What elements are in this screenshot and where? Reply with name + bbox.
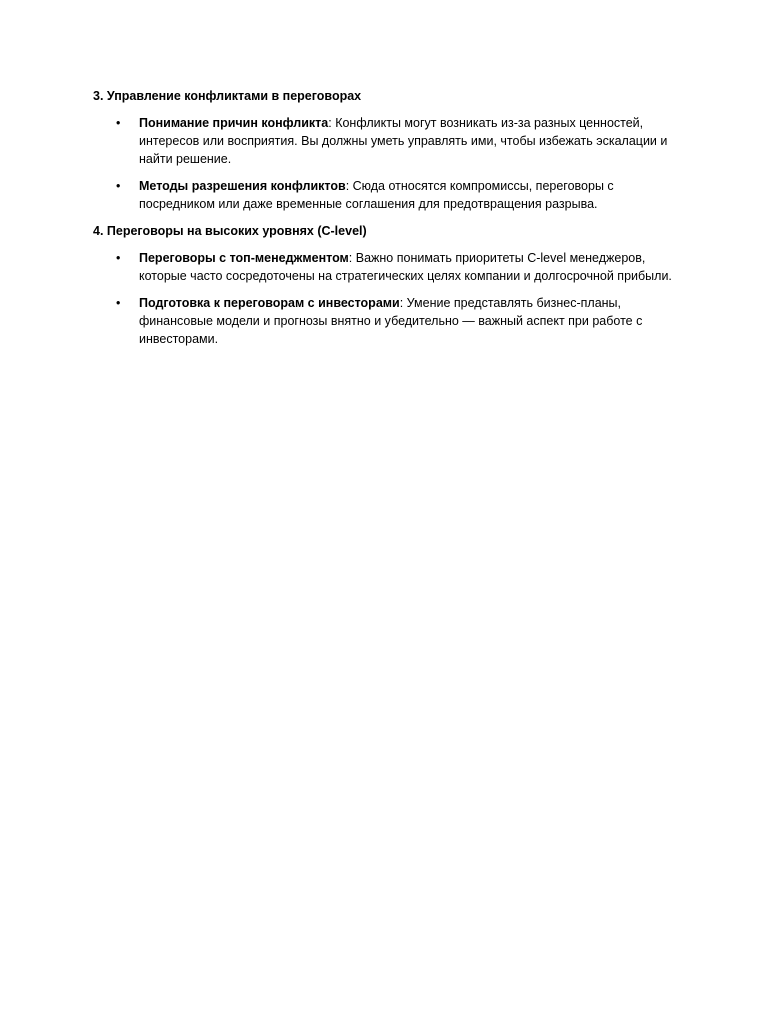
bullet-icon: • [116, 296, 121, 310]
list-item [93, 177, 673, 213]
list-item [93, 114, 673, 168]
bullet-icon: • [116, 116, 121, 130]
document-content [93, 87, 673, 357]
bullet-separator: : [328, 116, 336, 130]
list-item [93, 294, 673, 348]
bullet-separator: : [399, 296, 407, 310]
bullet-term: Подготовка к переговорам с инвесторами [139, 296, 400, 310]
section-c-level-negotiations [93, 222, 673, 348]
bullet-term: Переговоры с топ-менеджментом [139, 251, 349, 265]
bullet-text: Конфликты могут возникать из-за разных ценностей, интересов или восприятия. Вы должны уметь управлять ими, чтобы избежать эскалации и найти решение. [139, 116, 668, 166]
bullet-text: Важно понимать приоритеты C-level менеджеров, которые часто сосредоточены на стратегических целях компании и долгосрочной прибыли. [139, 251, 672, 283]
bullet-separator: : [348, 251, 356, 265]
bullet-text: Умение представлять бизнес-планы, финансовые модели и прогнозы внятно и убедительно — важный аспект при работе с инвесторами. [139, 296, 643, 346]
bullet-term: Методы разрешения конфликтов [139, 179, 346, 193]
bullet-term: Понимание причин конфликта [139, 116, 329, 130]
bullet-list [93, 249, 673, 348]
bullet-separator: : [345, 179, 353, 193]
list-item [93, 249, 673, 285]
bullet-icon: • [116, 251, 121, 265]
section-heading: 3. Управление конфликтами в переговорах [93, 89, 362, 103]
section-conflict-management [93, 87, 673, 213]
bullet-list [93, 114, 673, 213]
bullet-text: Сюда относятся компромиссы, переговоры с посредником или даже временные соглашения для предотвращения разрыва. [139, 179, 614, 211]
section-heading: 4. Переговоры на высоких уровнях (C-level) [93, 224, 367, 238]
bullet-icon: • [116, 179, 121, 193]
